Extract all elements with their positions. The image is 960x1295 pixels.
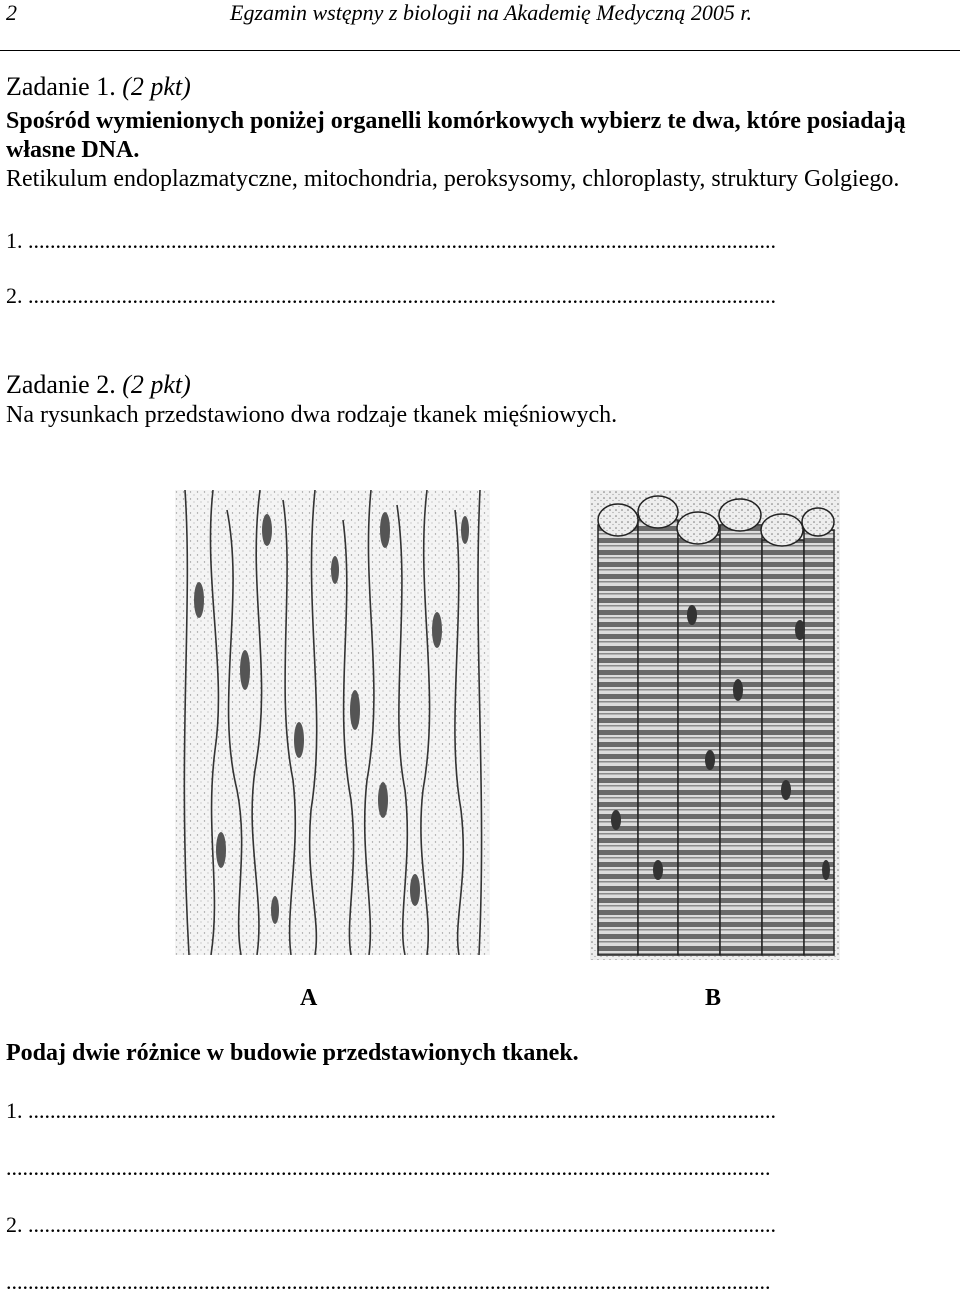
header-title: Egzamin wstępny z biologii na Akademię Medyczną 2005 r. xyxy=(230,0,753,25)
figure-a-label: A xyxy=(300,985,318,1011)
task2-answer1-line[interactable]: 1. ........................................................................................................................................ xyxy=(6,1098,776,1123)
task2-question: Podaj dwie różnice w budowie przedstawionych tkanek. xyxy=(6,1040,579,1066)
task2-answer2-line[interactable]: 2. ........................................................................................................................................ xyxy=(6,1212,776,1237)
task1-options: Retikulum endoplazmatyczne, mitochondria, peroksysomy, chloroplasty, struktury Golgiego. xyxy=(6,166,900,192)
figure-b-striated-muscle xyxy=(590,490,840,960)
task1-answer1-line[interactable]: 1. ........................................................................................................................................ xyxy=(6,228,776,253)
task1-points: (2 pkt) xyxy=(122,72,191,101)
task1-label: Zadanie 1. xyxy=(6,72,116,101)
task1-question-line2: własne DNA. xyxy=(6,137,140,163)
page-number: 2 xyxy=(6,0,17,25)
task2-answer2-continuation[interactable]: ........................................................................................................................................... xyxy=(6,1269,771,1294)
task2-label: Zadanie 2. xyxy=(6,370,116,399)
task1-question-line1: Spośród wymienionych poniżej organelli komórkowych wybierz te dwa, które posiadają xyxy=(6,108,906,134)
header-rule xyxy=(0,50,960,51)
task1-answer2-line[interactable]: 2. ........................................................................................................................................ xyxy=(6,283,776,308)
task2-heading xyxy=(6,370,191,400)
task2-answer1-continuation[interactable]: ........................................................................................................................................... xyxy=(6,1155,771,1180)
figure-b-label: B xyxy=(705,985,722,1011)
task1-heading xyxy=(6,72,191,102)
task2-points: (2 pkt) xyxy=(122,370,191,399)
figure-a-smooth-muscle xyxy=(175,490,490,955)
task2-intro: Na rysunkach przedstawiono dwa rodzaje tkanek mięśniowych. xyxy=(6,402,618,428)
